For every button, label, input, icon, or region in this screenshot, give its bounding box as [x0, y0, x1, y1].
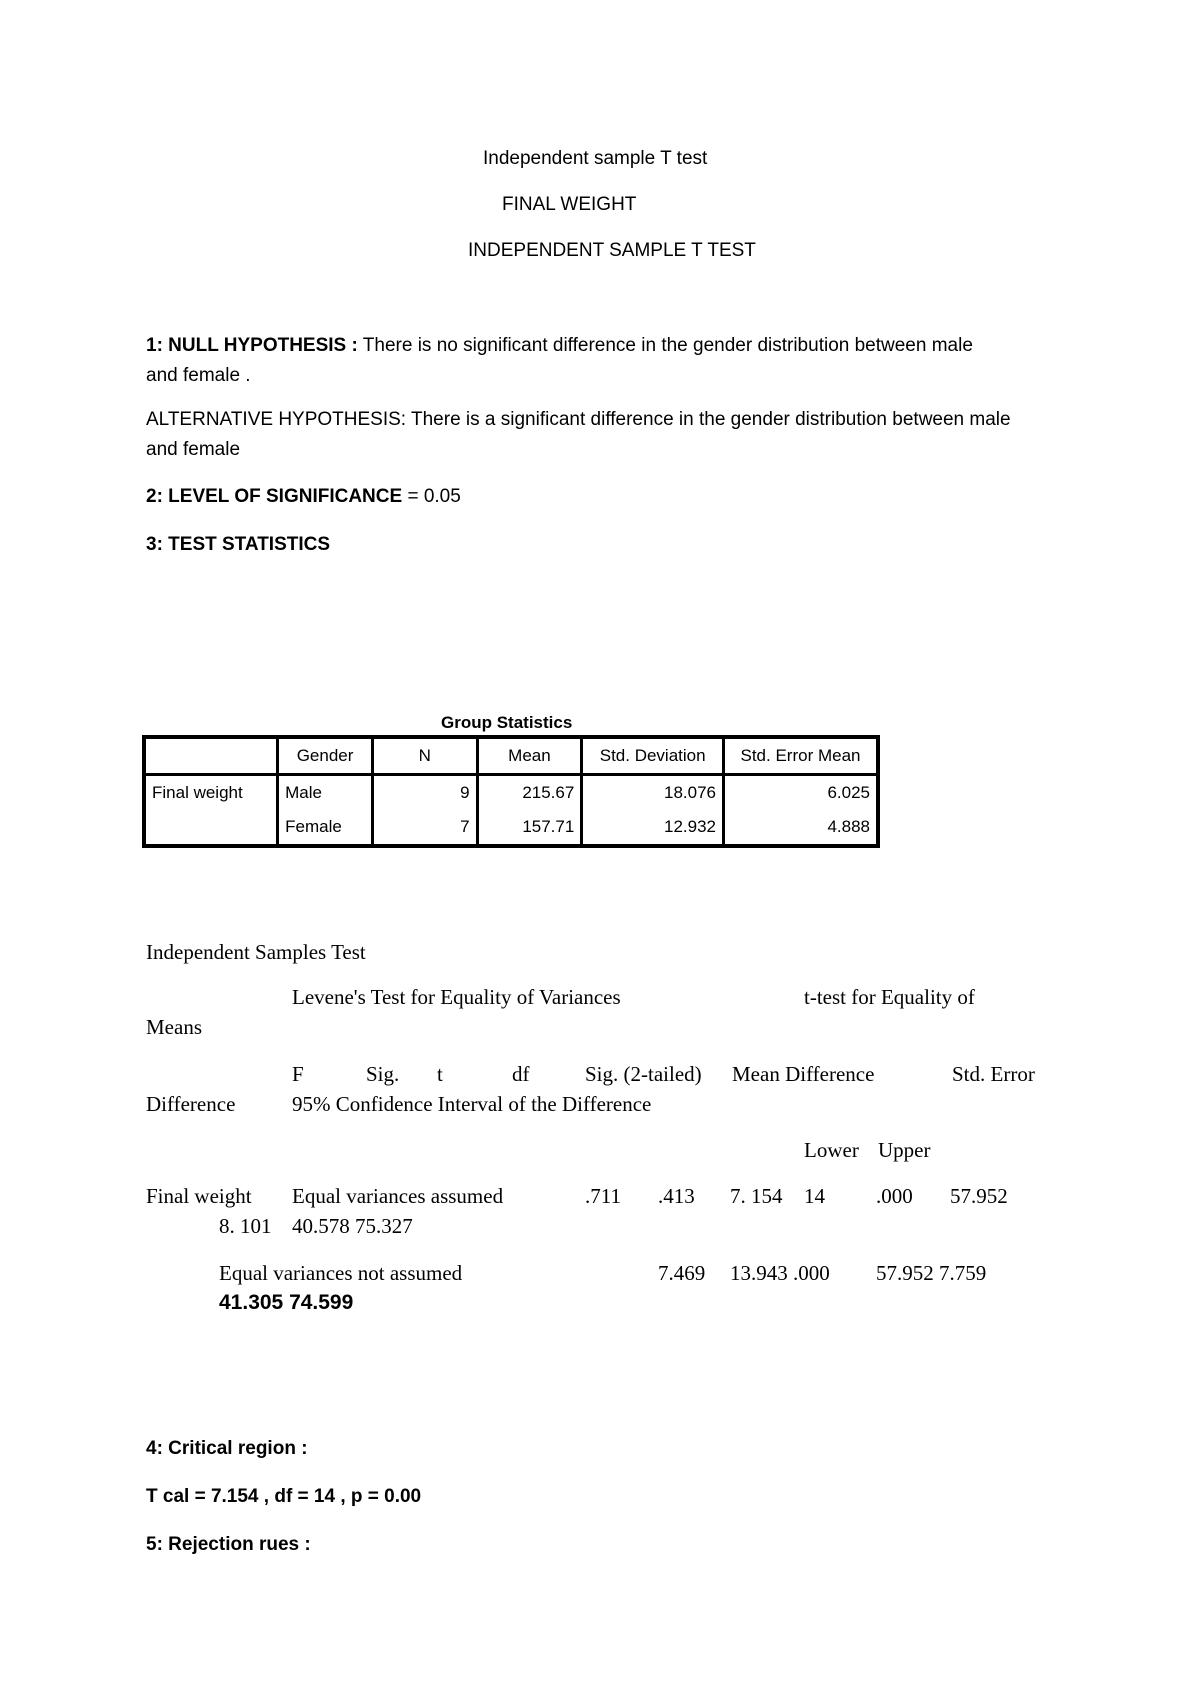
- critical-region-heading: 4: Critical region :: [146, 1438, 308, 1459]
- n-cell: 9: [372, 775, 477, 811]
- null-hypothesis-text: There is no significant difference in the gender distribution between male: [357, 335, 973, 356]
- variable-final-weight: Final weight: [146, 1184, 252, 1208]
- alt-hypothesis-label: ALTERNATIVE HYPOTHESIS:: [146, 409, 407, 430]
- col-df: df: [512, 1062, 530, 1086]
- col-f: F: [292, 1062, 304, 1086]
- test-statistics-heading: 3: TEST STATISTICS: [146, 534, 331, 555]
- los-value: = 0.05: [402, 486, 461, 507]
- level-of-significance: [146, 482, 461, 512]
- alternative-hypothesis: [146, 405, 1011, 435]
- n-cell: 7: [372, 810, 477, 846]
- mean-cell: 215.67: [477, 775, 582, 811]
- value-sig-2-tailed: .000: [876, 1184, 913, 1208]
- sem-cell: 6.025: [827, 783, 870, 802]
- null-hypothesis-label: 1: NULL HYPOTHESIS :: [146, 335, 358, 356]
- col-std-error: Std. Error: [952, 1062, 1035, 1086]
- doc-subtitle: FINAL WEIGHT: [502, 194, 637, 215]
- table-row: [144, 775, 878, 811]
- sd-cell: 18.076: [582, 775, 724, 811]
- header-std-deviation: Std. Deviation: [582, 737, 724, 775]
- value-t: 7.469: [658, 1261, 706, 1285]
- header-gender: Gender: [278, 737, 373, 775]
- value-df: 14: [804, 1184, 825, 1208]
- col-upper: Upper: [878, 1138, 931, 1162]
- means-heading: Means: [146, 1015, 202, 1039]
- los-label: 2: LEVEL OF SIGNIFICANCE: [146, 486, 403, 507]
- variable-label: Final weight: [144, 775, 278, 811]
- value-f: .711: [585, 1184, 621, 1208]
- col-confidence-interval: 95% Confidence Interval of the Difference: [292, 1092, 652, 1116]
- ind-test-title: Independent Samples Test: [146, 940, 366, 964]
- variable-label-empty: [144, 810, 278, 846]
- value-df-sig: 13.943 .000: [730, 1261, 830, 1285]
- ttest-heading: t-test for Equality of: [804, 985, 975, 1009]
- col-t: t: [437, 1062, 443, 1086]
- value-t: 7. 154: [730, 1184, 783, 1208]
- header-n: N: [372, 737, 477, 775]
- value-mean-difference: 57.952: [950, 1184, 1008, 1208]
- table-header-row: [144, 737, 878, 775]
- group-statistics-title: Group Statistics: [441, 713, 573, 732]
- header-cell: [144, 737, 278, 775]
- t-calc-line: T cal = 7.154 , df = 14 , p = 0.00: [146, 1486, 422, 1507]
- header-mean: Mean: [477, 737, 582, 775]
- doc-title: Independent sample T test: [483, 148, 708, 169]
- rejection-rules-heading: 5: Rejection rues :: [146, 1534, 311, 1555]
- mean-cell: 157.71: [477, 810, 582, 846]
- doc-heading: INDEPENDENT SAMPLE T TEST: [468, 240, 756, 261]
- alternative-hypothesis-cont: and female: [146, 439, 241, 460]
- row-label: Equal variances assumed: [292, 1184, 504, 1208]
- header-std-error-mean: Std. Error Mean: [724, 737, 879, 775]
- col-sig: Sig.: [366, 1062, 400, 1086]
- value-md-se: 57.952 7.759: [876, 1261, 987, 1285]
- null-hypothesis: [146, 331, 973, 361]
- null-hypothesis-cont: and female .: [146, 365, 251, 386]
- alt-hypothesis-text: There is a significant difference in the gender distribution between male: [406, 409, 1011, 430]
- row-label: Equal variances not assumed: [219, 1261, 463, 1285]
- col-lower: Lower: [804, 1138, 859, 1162]
- value-sig: .413: [658, 1184, 695, 1208]
- gender-cell: Male: [278, 775, 373, 811]
- sd-cell: 12.932: [582, 810, 724, 846]
- value-ci: 40.578 75.327: [292, 1214, 413, 1238]
- value-ci: 41.305 74.599: [219, 1291, 354, 1314]
- sem-cell: 4.888: [827, 817, 870, 836]
- col-difference: Difference: [146, 1092, 236, 1116]
- levene-heading: Levene's Test for Equality of Variances: [292, 985, 621, 1009]
- col-sig-2-tailed: Sig. (2-tailed): [585, 1062, 702, 1086]
- group-statistics-table: [142, 735, 880, 848]
- gender-cell: Female: [278, 810, 373, 846]
- table-row: [144, 810, 878, 846]
- value-std-error: 8. 101: [219, 1214, 272, 1238]
- col-mean-difference: Mean Difference: [732, 1062, 875, 1086]
